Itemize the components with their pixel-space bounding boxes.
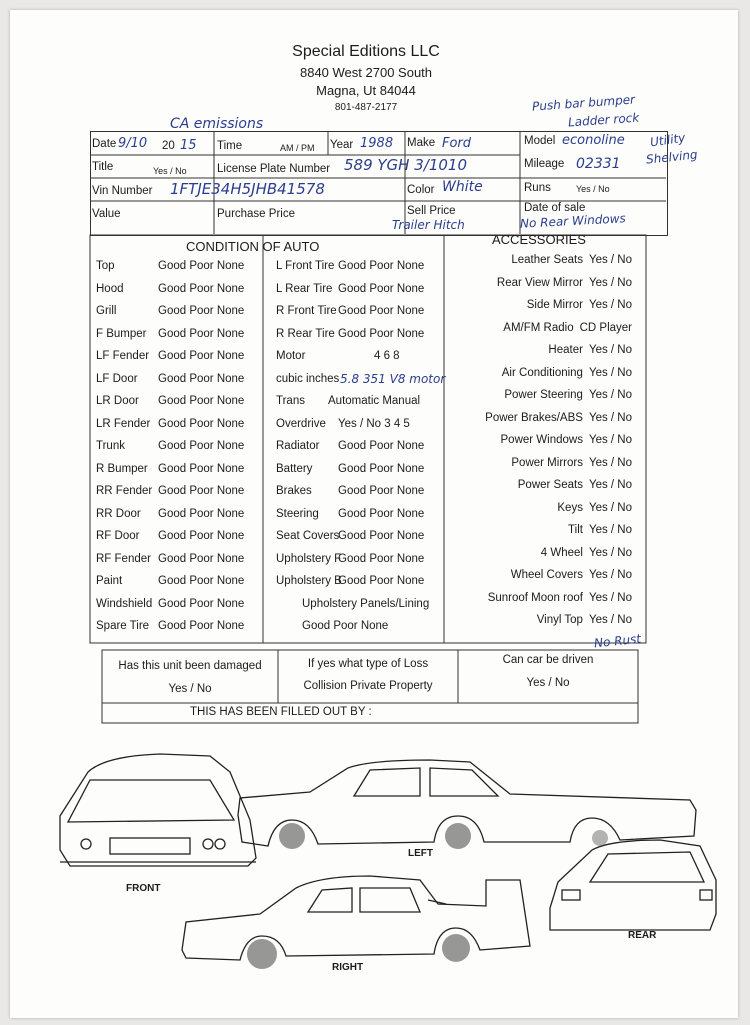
- condition-row-label: Grill: [96, 305, 117, 317]
- accessory-options: Yes / No: [588, 569, 632, 581]
- condition-row-label: L Front Tire: [276, 260, 335, 272]
- condition-row-label: Paint: [96, 575, 123, 587]
- accessory-label: Side Mirror: [526, 299, 583, 311]
- accessory-label: Sunroof Moon roof: [487, 591, 583, 604]
- condition-row-label: Hood: [96, 282, 124, 295]
- am-pm-options: AM / PM: [280, 143, 315, 153]
- condition-row-options: Good Poor None: [338, 485, 425, 497]
- accessory-label: Power Windows: [500, 434, 583, 446]
- handwritten-vin: 1FTJE34H5JHB41578: [170, 180, 325, 198]
- condition-row-options: Good Poor None: [158, 440, 245, 452]
- value-label: Value: [92, 208, 121, 220]
- condition-row-label: Brakes: [276, 485, 312, 497]
- accessory-options: CD Player: [579, 321, 632, 334]
- accessory-options: Yes / No: [588, 411, 632, 424]
- accessory-label: Rear View Mirror: [496, 276, 583, 289]
- accessory-row: [472, 457, 632, 469]
- accessory-row: [472, 322, 632, 334]
- accessory-options: Yes / No: [588, 501, 632, 514]
- handwritten-accessory-note: Shelving: [645, 147, 699, 167]
- condition-row-label: Overdrive: [276, 417, 326, 430]
- plate-label: License Plate Number: [217, 163, 331, 175]
- condition-row-options: Good Poor None: [338, 440, 425, 452]
- condition-row-label: Spare Tire: [96, 620, 150, 632]
- accessory-label: Power Seats: [517, 479, 583, 491]
- sell-price-label: Sell Price: [407, 205, 456, 217]
- handwritten-model: econoline: [562, 133, 625, 148]
- color-label: Color: [407, 184, 435, 196]
- condition-row-options: Yes / No 3 4 5: [338, 417, 410, 430]
- accessory-row: [472, 389, 632, 401]
- accessory-label: Power Steering: [504, 389, 583, 401]
- condition-row-label: cubic inches: [276, 372, 340, 385]
- condition-row-options: Good Poor None: [158, 530, 245, 542]
- condition-row-label: Upholstery F: [276, 552, 342, 565]
- runs-yes-no: Yes / No: [576, 184, 610, 194]
- condition-row-options: Good Poor None: [158, 597, 245, 610]
- vin-label: Vin Number: [92, 185, 153, 197]
- accessory-row: [472, 412, 632, 424]
- condition-row-options: Good Poor None: [338, 575, 425, 587]
- condition-row-options: Good Poor None: [302, 620, 389, 632]
- condition-row-label: RF Door: [96, 530, 140, 542]
- handwritten-accessory-note: Utility: [649, 130, 687, 150]
- condition-row-options: Good Poor None: [338, 260, 425, 272]
- accessory-label: Power Mirrors: [511, 456, 583, 469]
- condition-row-label: Steering: [276, 507, 319, 520]
- accessory-row: [472, 569, 632, 581]
- condition-row-options: Good Poor None: [158, 507, 245, 520]
- damaged-options: Yes / No: [168, 683, 212, 695]
- handwritten-year: 1988: [360, 136, 394, 151]
- company-street: 8840 West 2700 South: [299, 65, 433, 80]
- accessory-label: 4 Wheel: [540, 546, 583, 559]
- condition-row-label: RF Fender: [96, 552, 151, 565]
- accessory-row: [472, 277, 632, 289]
- condition-row-label: LF Door: [96, 372, 138, 385]
- condition-row-options: Good Poor None: [338, 530, 425, 542]
- condition-row-label: R Front Tire: [276, 305, 337, 317]
- time-label: Time: [217, 140, 243, 152]
- handwritten-date: 9/10: [118, 136, 148, 151]
- can-drive-options: Yes / No: [526, 677, 570, 689]
- accessory-label: Keys: [557, 501, 583, 514]
- condition-row-options: Good Poor None: [158, 620, 245, 632]
- condition-row-label: Seat Covers: [276, 530, 340, 542]
- condition-row-label: LR Fender: [96, 417, 151, 430]
- condition-row-label: Windshield: [96, 597, 153, 610]
- handwritten-no-rust: No Rust: [593, 631, 642, 651]
- accessory-label: Wheel Covers: [510, 569, 583, 581]
- handwritten-mileage: 02331: [576, 156, 621, 172]
- condition-row-options: Good Poor None: [158, 417, 245, 430]
- accessory-row: [472, 344, 632, 356]
- accessory-label: Tilt: [568, 524, 583, 536]
- condition-row-label: Battery: [276, 462, 313, 475]
- accessory-options: Yes / No: [588, 344, 632, 356]
- condition-row-label: RR Door: [96, 507, 141, 520]
- company-city: Magna, Ut 84044: [316, 83, 416, 98]
- damaged-question: Has this unit been damaged: [118, 660, 262, 672]
- loss-type-options: Collision Private Property: [303, 680, 433, 692]
- purchase-price-label: Purchase Price: [217, 208, 295, 220]
- accessory-row: [472, 614, 632, 626]
- accessory-row: [472, 434, 632, 446]
- accessory-row: [472, 547, 632, 559]
- condition-row-label: Motor: [276, 350, 306, 362]
- condition-row-options: Automatic Manual: [328, 395, 421, 407]
- condition-row-options: Good Poor None: [338, 305, 425, 317]
- accessory-label: Power Brakes/ABS: [485, 411, 583, 424]
- condition-row-options: Good Poor None: [338, 552, 425, 565]
- accessory-options: Yes / No: [588, 546, 632, 559]
- condition-row-label: LR Door: [96, 395, 139, 407]
- accessory-row: [472, 299, 632, 311]
- accessory-label: AM/FM Radio: [503, 321, 574, 334]
- condition-row-label: Trans: [276, 395, 305, 407]
- accessory-options: Yes / No: [588, 254, 632, 266]
- handwritten-date-year: 15: [180, 138, 197, 153]
- right-view-label: RIGHT: [332, 962, 364, 973]
- condition-row-options: Good Poor None: [338, 327, 425, 340]
- condition-row-options: Good Poor None: [158, 327, 245, 340]
- accessories-heading: ACCESSORIES: [492, 232, 586, 247]
- condition-row-options: 4 6 8: [374, 350, 400, 362]
- condition-row-label: Trunk: [96, 440, 125, 452]
- handwritten-color: White: [442, 179, 483, 195]
- accessory-row: [472, 367, 632, 379]
- runs-label: Runs: [524, 182, 551, 194]
- accessory-label: Air Conditioning: [501, 366, 583, 379]
- accessory-row: [472, 592, 632, 604]
- date-year-prefix: 20: [162, 140, 175, 152]
- accessory-row: [472, 524, 632, 536]
- accessory-options: Yes / No: [588, 479, 632, 491]
- front-view-label: FRONT: [126, 883, 161, 894]
- condition-row-options: Good Poor None: [338, 462, 425, 475]
- condition-row-label: Upholstery Panels/Lining: [302, 597, 430, 610]
- condition-heading: CONDITION OF AUTO: [186, 239, 320, 254]
- handwritten-cubic-inches: 5.8 351 V8 motor: [340, 372, 446, 386]
- condition-row-options: Good Poor None: [158, 260, 245, 272]
- condition-row-options: Good Poor None: [158, 552, 245, 565]
- accessory-options: Yes / No: [588, 299, 632, 311]
- condition-row-label: RR Fender: [96, 485, 153, 497]
- condition-row-options: Good Poor None: [338, 507, 425, 520]
- date-of-sale-label: Date of sale: [524, 202, 586, 214]
- condition-row-options: Good Poor None: [158, 350, 245, 362]
- accessory-options: Yes / No: [588, 614, 632, 626]
- condition-row-options: Good Poor None: [158, 305, 245, 317]
- make-label: Make: [407, 137, 436, 149]
- can-drive-question: Can car be driven: [502, 654, 594, 666]
- condition-row-label: Upholstery B: [276, 575, 342, 587]
- mileage-label: Mileage: [524, 158, 565, 170]
- model-label: Model: [524, 135, 556, 147]
- accessory-label: Vinyl Top: [536, 614, 583, 626]
- accessory-label: Heater: [548, 344, 583, 356]
- condition-row-options: Good Poor None: [158, 372, 245, 385]
- accessory-row: [472, 479, 632, 491]
- accessory-row: [472, 254, 632, 266]
- company-name: Special Editions LLC: [292, 43, 440, 60]
- condition-row-label: Radiator: [276, 440, 320, 452]
- rear-view-label: REAR: [628, 930, 657, 941]
- handwritten-trailer-hitch: Trailer Hitch: [392, 218, 465, 232]
- title-label: Title: [92, 161, 114, 173]
- condition-row-label: R Rear Tire: [276, 327, 335, 340]
- handwritten-make: Ford: [442, 136, 472, 151]
- accessory-options: Yes / No: [588, 591, 632, 604]
- condition-row-label: L Rear Tire: [276, 282, 333, 295]
- handwritten-no-rear-windows: No Rear Windows: [519, 211, 627, 231]
- condition-row-label: R Bumper: [96, 462, 148, 475]
- handwritten-emissions: CA emissions: [170, 116, 264, 132]
- handwritten-accessory-note: Ladder rock: [567, 110, 640, 130]
- filled-out-by-label: THIS HAS BEEN FILLED OUT BY :: [190, 706, 372, 718]
- condition-row-options: Good Poor None: [158, 462, 245, 475]
- condition-row-label: Top: [96, 260, 115, 272]
- condition-row-label: LF Fender: [96, 350, 150, 362]
- accessory-options: Yes / No: [588, 434, 632, 446]
- accessory-options: Yes / No: [588, 366, 632, 379]
- condition-row-options: Good Poor None: [158, 282, 245, 295]
- accessory-options: Yes / No: [588, 456, 632, 469]
- accessory-row: [472, 502, 632, 514]
- accessory-options: Yes / No: [588, 524, 632, 536]
- company-phone: 801-487-2177: [334, 102, 398, 113]
- accessory-label: Leather Seats: [511, 254, 583, 266]
- condition-row-options: Good Poor None: [158, 485, 245, 497]
- accessory-options: Yes / No: [588, 389, 632, 401]
- handwritten-accessory-note: Push bar bumper: [531, 92, 636, 114]
- handwritten-plate: 589 YGH 3/1010: [344, 156, 468, 174]
- condition-row-options: Good Poor None: [338, 282, 425, 295]
- condition-row-options: Good Poor None: [158, 575, 245, 587]
- inspection-form-page: [10, 10, 738, 1018]
- left-view-label: LEFT: [408, 848, 433, 859]
- year-label: Year: [330, 139, 354, 151]
- condition-row-options: Good Poor None: [158, 395, 245, 407]
- title-yes-no: Yes / No: [153, 166, 187, 176]
- accessory-options: Yes / No: [588, 276, 632, 289]
- loss-type-question: If yes what type of Loss: [307, 658, 429, 670]
- date-label: Date: [92, 138, 117, 150]
- condition-row-label: F Bumper: [96, 327, 147, 340]
